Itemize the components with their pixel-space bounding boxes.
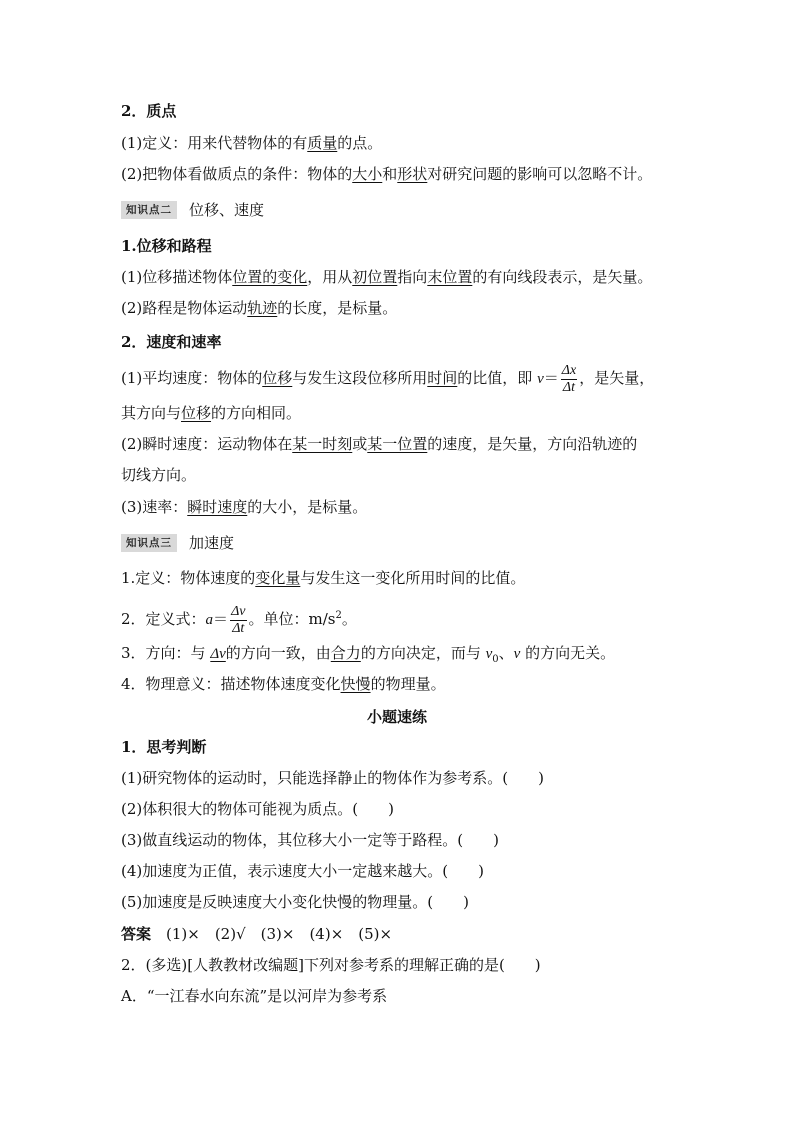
practice-title: 小题速练 <box>366 708 427 726</box>
knowledge-badge: 知识点二 <box>121 201 177 219</box>
acceleration-definition: 1.定义：物体速度的变化量与发生这一变化所用时间的比值。 <box>121 569 526 587</box>
judge-item-4: (4)加速度为正值，表示速度大小一定越来越大。( ) <box>121 862 484 880</box>
acceleration-formula: 2．定义式：a＝ $\frac{\Delta v}{\Delta t}$ 。单位：$m/s^2$。 <box>121 603 357 636</box>
path-line: (2)路程是物体运动轨迹的长度，是标量。 <box>121 299 398 317</box>
acceleration-meaning: 4．物理意义：描述物体速度变化快慢的物理量。 <box>121 675 446 693</box>
instantaneous-velocity-cont: 切线方向。 <box>121 466 197 484</box>
heading-displacement-path: 1.位移和路程 <box>121 237 212 255</box>
knowledge-badge: 知识点三 <box>121 534 177 552</box>
velocity-fraction: $\frac{\Delta x}{\Delta t}$ <box>561 362 577 395</box>
heading-point-mass: 2．质点 <box>121 102 177 120</box>
acceleration-direction: 3．方向：与 Δv的方向一致，由合力的方向决定，而与 $v_0$、v 的方向无关。 <box>121 644 616 665</box>
answer-line: 答案 (1)× (2)√ (3)× (4)× (5)× <box>121 925 393 943</box>
knowledge-point-2-header: 知识点二 位移、速度 <box>121 200 264 220</box>
average-velocity-direction: 其方向与位移的方向相同。 <box>121 404 302 422</box>
instantaneous-velocity-line: (2)瞬时速度：运动物体在某一时刻或某一位置的速度，是矢量，方向沿轨迹的 <box>121 435 638 453</box>
option-a: A．“一江春水向东流”是以河岸为参考系 <box>121 987 388 1005</box>
average-velocity-line: (1)平均速度：物体的位移与发生这段位移所用时间的比值，即 v＝ $\frac{\Delta x}{\Delta t}$ ，是矢量， <box>121 362 655 395</box>
judge-item-5: (5)加速度是反映速度大小变化快慢的物理量。( ) <box>121 893 469 911</box>
displacement-line: (1)位移描述物体位置的变化，用从初位置指向末位置的有向线段表示，是矢量。 <box>121 268 653 286</box>
question-2: 2．(多选)[人教教材改编题]下列对参考系的理解正确的是( ) <box>121 956 541 974</box>
heading-velocity-speed: 2．速度和速率 <box>121 333 222 351</box>
acceleration-fraction: $\frac{\Delta v}{\Delta t}$ <box>231 603 246 636</box>
knowledge-point-3-header: 知识点三 加速度 <box>121 533 234 553</box>
speed-line: (3)速率：瞬时速度的大小，是标量。 <box>121 498 368 516</box>
point-mass-definition: (1)定义：用来代替物体的有质量的点。 <box>121 134 383 152</box>
judge-item-2: (2)体积很大的物体可能视为质点。( ) <box>121 800 394 818</box>
practice-heading-judge: 1．思考判断 <box>121 738 207 756</box>
point-mass-condition: (2)把物体看做质点的条件：物体的大小和形状对研究问题的影响可以忽略不计。 <box>121 165 653 183</box>
judge-item-3: (3)做直线运动的物体，其位移大小一定等于路程。( ) <box>121 831 499 849</box>
judge-item-1: (1)研究物体的运动时，只能选择静止的物体作为参考系。( ) <box>121 769 544 787</box>
